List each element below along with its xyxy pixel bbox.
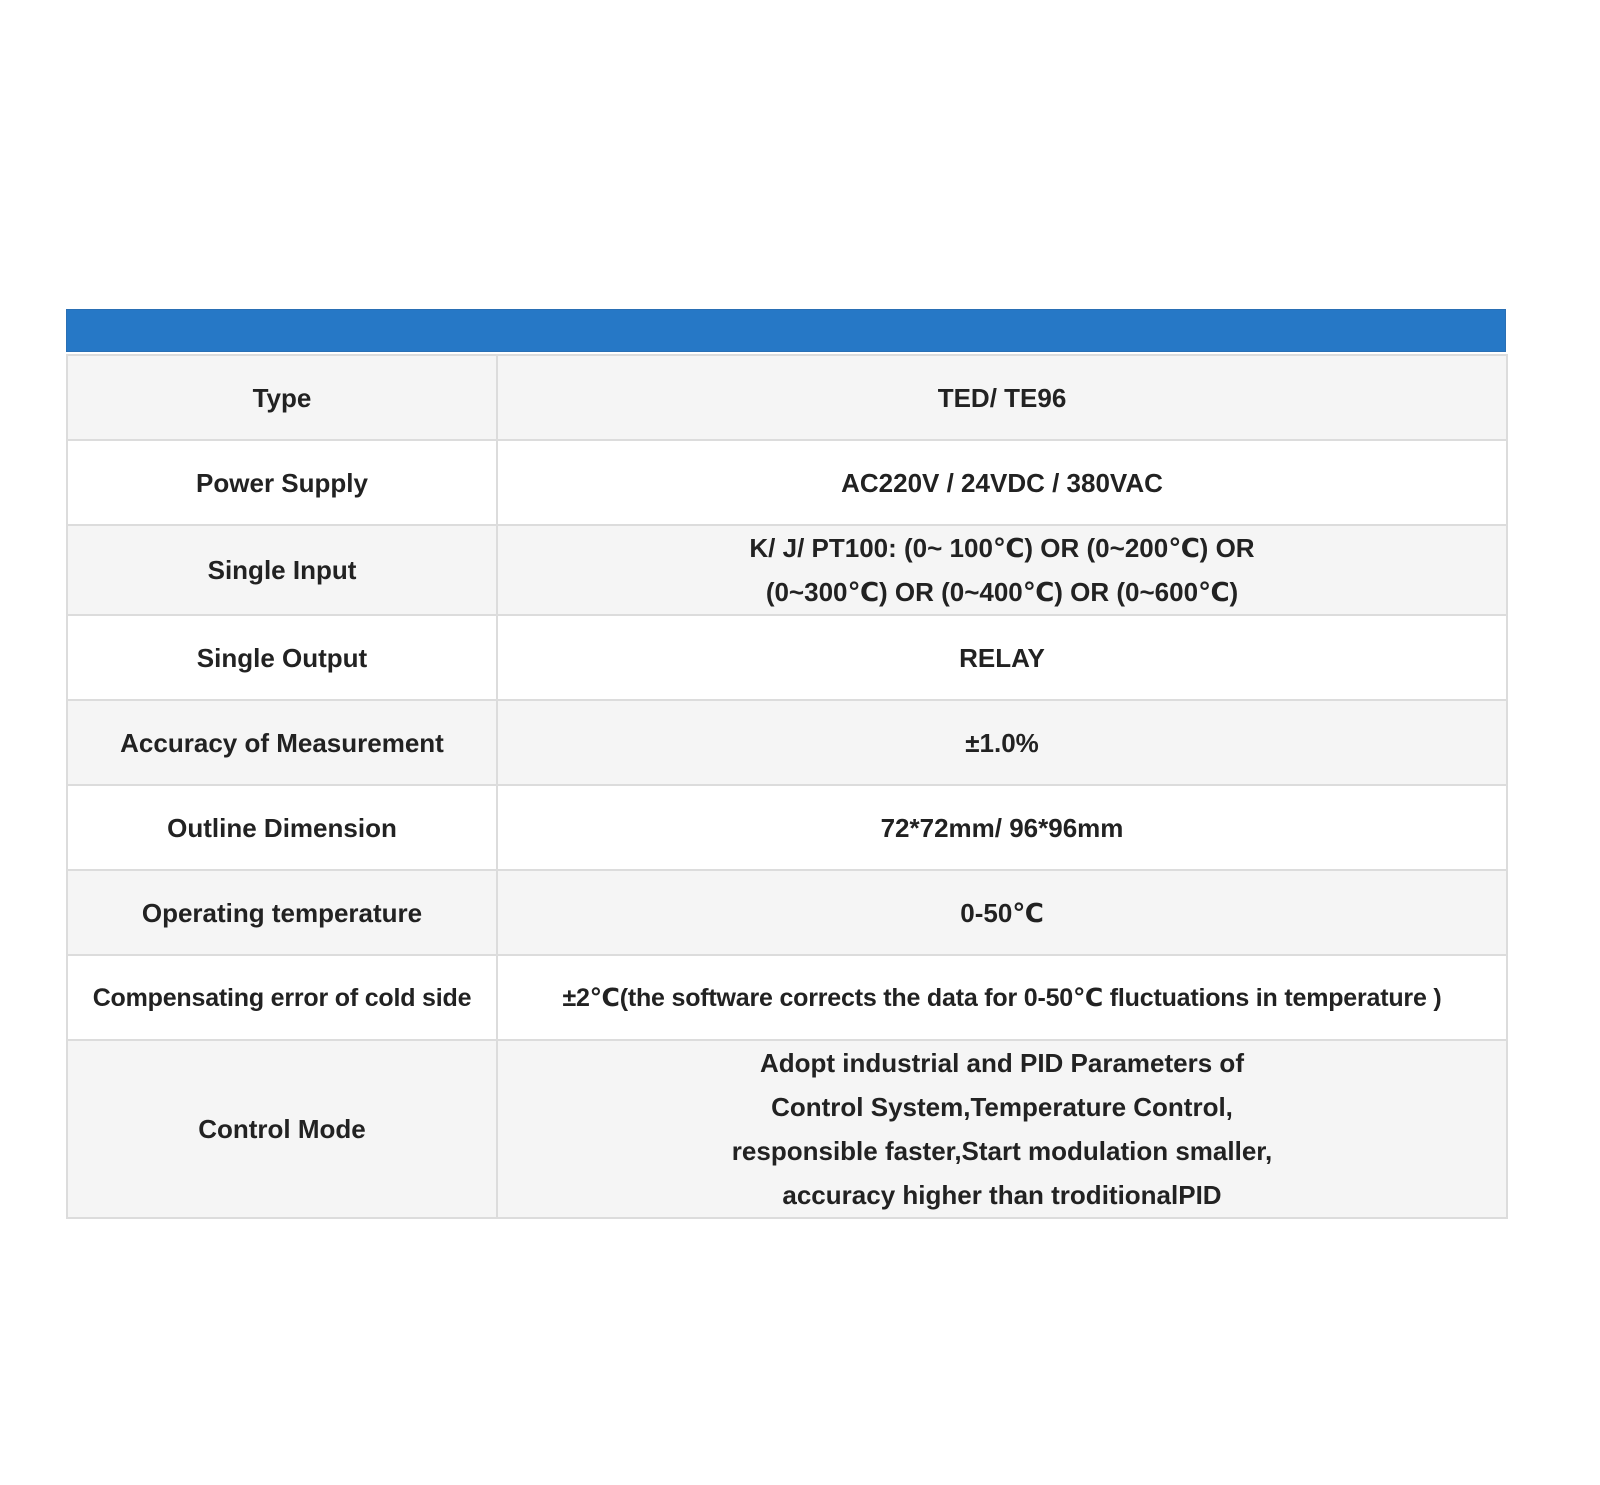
- value-line: responsible faster,Start modulation smaller,: [731, 1136, 1273, 1166]
- table-row-control-mode: [67, 1040, 1507, 1218]
- row-label: Operating temperature: [67, 870, 497, 955]
- value-line: RELAY: [959, 642, 1045, 673]
- spec-table-container: [66, 309, 1506, 1219]
- row-label: Single Input: [67, 525, 497, 615]
- value-line: Control System,Temperature Control,: [771, 1092, 1233, 1122]
- table-header-bar: [66, 309, 1506, 352]
- value-line: ±1.0%: [965, 727, 1039, 758]
- table-row-accuracy: [67, 700, 1507, 785]
- value-line: K/ J/ PT100: (0~ 100℃) OR (0~200℃) OR: [749, 533, 1255, 563]
- value-line: ±2℃(the software corrects the data for 0-50℃ fluctuations in temperature ): [562, 983, 1442, 1012]
- row-label: Compensating error of cold side: [67, 955, 497, 1040]
- row-label: Power Supply: [67, 440, 497, 525]
- table-row-power-supply: [67, 440, 1507, 525]
- row-label: Control Mode: [67, 1040, 497, 1218]
- value-line: Adopt industrial and PID Parameters of: [760, 1048, 1244, 1078]
- table-row-single-input: [67, 525, 1507, 615]
- row-value: [497, 615, 1507, 700]
- value-line: (0~300℃) OR (0~400℃) OR (0~600℃): [765, 577, 1239, 607]
- value-line: AC220V / 24VDC / 380VAC: [841, 467, 1163, 498]
- table-row-type: [67, 355, 1507, 440]
- value-line: TED/ TE96: [937, 382, 1067, 413]
- row-value: [497, 1040, 1507, 1218]
- row-value: [497, 355, 1507, 440]
- table-row-single-output: [67, 615, 1507, 700]
- row-value: [497, 870, 1507, 955]
- value-line: 72*72mm/ 96*96mm: [880, 812, 1124, 843]
- value-line: 0-50℃: [960, 897, 1044, 928]
- row-value: [497, 700, 1507, 785]
- row-value: [497, 955, 1507, 1040]
- row-value: [497, 525, 1507, 615]
- spec-table: [66, 354, 1508, 1219]
- row-label: Outline Dimension: [67, 785, 497, 870]
- table-row-compensating-error: [67, 955, 1507, 1040]
- table-row-operating-temperature: [67, 870, 1507, 955]
- row-label: Single Output: [67, 615, 497, 700]
- value-line: accuracy higher than troditionalPID: [782, 1180, 1222, 1210]
- row-label: Accuracy of Measurement: [67, 700, 497, 785]
- row-value: [497, 785, 1507, 870]
- row-value: [497, 440, 1507, 525]
- row-label: Type: [67, 355, 497, 440]
- table-row-outline-dimension: [67, 785, 1507, 870]
